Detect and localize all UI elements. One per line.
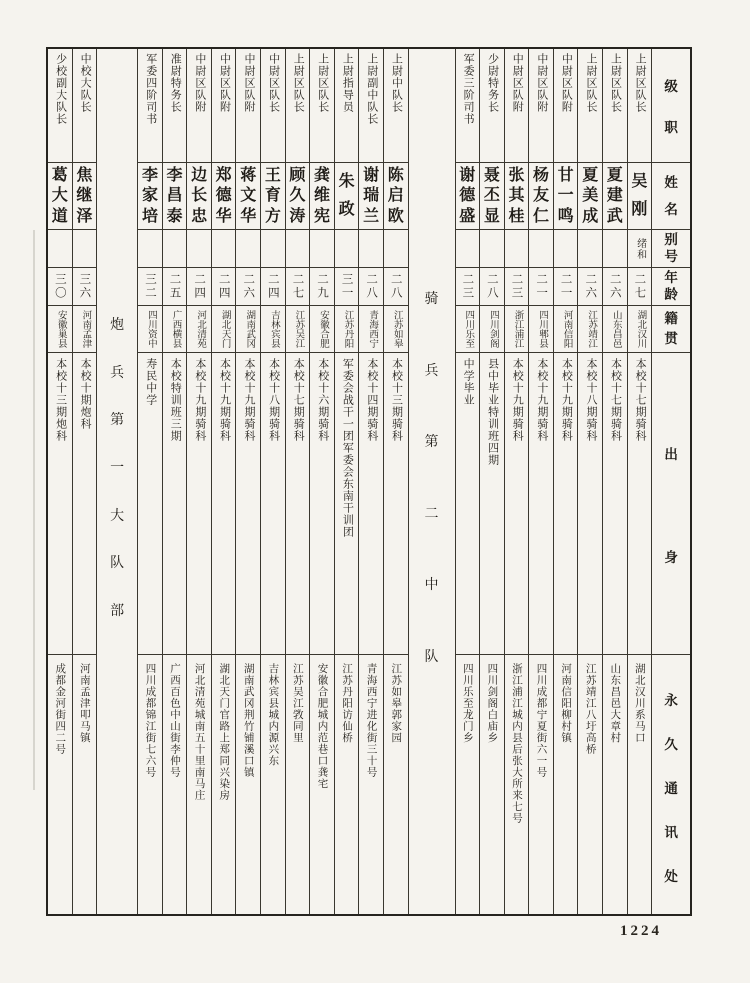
person-column (310, 49, 335, 914)
address-cell (505, 655, 529, 914)
address-cell (554, 655, 578, 914)
age-text: 二一 (559, 273, 572, 300)
name-cell: 夏 美 成 (578, 163, 602, 230)
address-cell (212, 655, 236, 914)
courtesy-name-cell (384, 230, 408, 268)
native-place-cell (48, 306, 72, 353)
courtesy-name-cell (456, 230, 480, 268)
age-text: 二九 (316, 273, 329, 300)
origin-text: 本校十三期骑科 (390, 358, 403, 442)
age-cell (236, 268, 260, 306)
courtesy-name-cell (335, 230, 359, 268)
age-text: 二一 (535, 273, 548, 300)
origin-cell (359, 353, 383, 655)
address-cell (628, 655, 652, 914)
person-column (236, 49, 261, 914)
person-column (603, 49, 628, 914)
rank-cell (163, 49, 187, 163)
origin-cell (529, 353, 553, 655)
address-text: 河南孟津叩马镇 (78, 663, 90, 744)
origin-cell (286, 353, 310, 655)
address-cell (603, 655, 627, 914)
origin-cell (48, 353, 72, 655)
address-text: 湖北汉川系马口 (633, 663, 645, 744)
native-place-text: 湖北汉川 (635, 310, 646, 348)
rank-text: 中尉区队长 (267, 53, 280, 113)
origin-cell (236, 353, 260, 655)
courtesy-name-text: 绪和 (634, 237, 646, 260)
native-place-cell (628, 306, 652, 353)
rank-text: 中校大队长 (79, 53, 92, 113)
person-column (73, 49, 98, 914)
address-cell (529, 655, 553, 914)
address-text: 河北清苑城南五十里南马庄 (193, 663, 205, 801)
age-text: 二六 (608, 273, 621, 300)
courtesy-name-cell (529, 230, 553, 268)
person-column (529, 49, 554, 914)
courtesy-name-cell (163, 230, 187, 268)
origin-cell (456, 353, 480, 655)
origin-cell (554, 353, 578, 655)
origin-cell (187, 353, 211, 655)
rank-cell (456, 49, 480, 163)
rank-cell (578, 49, 602, 163)
origin-text: 本校十九期骑科 (535, 358, 548, 442)
person-column (212, 49, 237, 914)
address-cell (384, 655, 408, 914)
native-place-text: 江苏吴江 (293, 310, 304, 348)
name-cell: 朱 政 (335, 163, 359, 230)
person-column (286, 49, 311, 914)
courtesy-name-cell (48, 230, 72, 268)
courtesy-name-cell (359, 230, 383, 268)
native-place-cell (359, 306, 383, 353)
origin-cell (138, 353, 162, 655)
name-cell: 李 家 培 (138, 163, 162, 230)
origin-text: 本校十四期骑科 (365, 358, 378, 442)
header-rank: 级 职 (652, 49, 690, 163)
address-cell (359, 655, 383, 914)
native-place-text: 广西横县 (170, 310, 181, 348)
rank-cell (212, 49, 236, 163)
native-place-cell (529, 306, 553, 353)
rank-cell (384, 49, 408, 163)
courtesy-name-cell (212, 230, 236, 268)
unit-title-cavalry-squadron-2: 骑 兵 第 二 中 队 (424, 292, 439, 665)
origin-text: 本校十六期骑科 (316, 358, 329, 442)
age-cell (529, 268, 553, 306)
rank-cell (310, 49, 334, 163)
age-cell (480, 268, 504, 306)
name-cell: 谢 德 盛 (456, 163, 480, 230)
unit-title-artillery-battalion-1-hq: 炮 兵 第 一 大 队 部 (110, 318, 125, 619)
name-cell: 吴 刚 (628, 163, 652, 230)
address-text: 江苏丹阳访仙桥 (341, 663, 353, 744)
age-cell (187, 268, 211, 306)
person-column (163, 49, 188, 914)
native-place-cell (187, 306, 211, 353)
address-text: 江苏吴江敩同里 (291, 663, 303, 744)
address-cell (187, 655, 211, 914)
header-permanent-address: 永 久 通 讯 处 (664, 692, 678, 884)
age-cell (456, 268, 480, 306)
native-place-cell (480, 306, 504, 353)
age-text: 二三 (461, 273, 474, 300)
address-text: 安徽合肥城内范巷口龚宅 (316, 663, 328, 790)
courtesy-name-cell (578, 230, 602, 268)
unit-divider-column (409, 49, 456, 914)
age-text: 二八 (389, 273, 402, 300)
origin-cell (603, 353, 627, 655)
origin-text: 本校十九期骑科 (560, 358, 573, 442)
address-text: 浙江浦江城内县后张大所来七号 (510, 663, 522, 824)
origin-text: 本校十期炮科 (79, 358, 92, 430)
address-text: 四川剑阁白庙乡 (486, 663, 498, 744)
age-cell (554, 268, 578, 306)
origin-text: 本校十九期骑科 (218, 358, 231, 442)
rank-cell (187, 49, 211, 163)
person-column (187, 49, 212, 914)
age-text: 三二 (143, 273, 156, 300)
age-cell (335, 268, 359, 306)
origin-cell (335, 353, 359, 655)
age-cell (286, 268, 310, 306)
origin-text: 本校十三期炮科 (54, 358, 67, 442)
native-place-text: 四川郫县 (537, 310, 548, 348)
origin-text: 本校特训班三期 (169, 358, 182, 442)
native-place-text: 江苏丹阳 (342, 310, 353, 348)
rank-cell (628, 49, 652, 163)
rank-cell (48, 49, 72, 163)
native-place-text: 河南孟津 (80, 310, 91, 348)
page-number: 1224 (620, 923, 662, 939)
courtesy-name-cell (261, 230, 285, 268)
rank-text: 上尉中队长 (390, 53, 403, 113)
rank-cell (236, 49, 260, 163)
address-text: 江苏靖江八圩高桥 (584, 663, 596, 755)
rank-text: 上尉区队长 (292, 53, 305, 113)
age-cell (261, 268, 285, 306)
age-text: 二四 (193, 273, 206, 300)
native-place-text: 湖北天门 (219, 310, 230, 348)
address-text: 青海西宁进化街三十号 (365, 663, 377, 778)
age-cell (628, 268, 652, 306)
address-text: 湖南武冈荆竹铺溪口镇 (242, 663, 254, 778)
origin-text: 本校十八期骑科 (584, 358, 597, 442)
name-cell: 王 育 方 (261, 163, 285, 230)
rank-text: 军委三阶司书 (462, 53, 475, 125)
name-cell: 蒋 文 华 (236, 163, 260, 230)
address-cell (48, 655, 72, 914)
address-text: 山东昌邑大章村 (609, 663, 621, 744)
address-text: 吉林宾县城内源兴东 (267, 663, 279, 767)
rank-text: 中尉区队附 (218, 53, 231, 113)
native-place-cell (212, 306, 236, 353)
native-place-cell (335, 306, 359, 353)
rank-cell (505, 49, 529, 163)
age-cell (603, 268, 627, 306)
origin-text: 寿民中学 (144, 358, 157, 406)
courtesy-name-cell (505, 230, 529, 268)
origin-text: 本校十八期骑科 (267, 358, 280, 442)
person-column (335, 49, 360, 914)
address-cell (335, 655, 359, 914)
native-place-cell (163, 306, 187, 353)
native-place-cell (73, 306, 97, 353)
address-text: 河南信阳柳村镇 (560, 663, 572, 744)
name-cell: 焦 继 泽 (73, 163, 97, 230)
age-cell (48, 268, 72, 306)
address-cell (163, 655, 187, 914)
scan-page-edge (33, 230, 35, 790)
unit-divider-column (97, 49, 138, 914)
native-place-cell (138, 306, 162, 353)
name-cell: 张 其 桂 (505, 163, 529, 230)
address-text: 江苏如皋郭家园 (390, 663, 402, 744)
rank-text: 上尉指导员 (341, 53, 354, 113)
courtesy-name-cell (603, 230, 627, 268)
origin-text: 本校十七期骑科 (292, 358, 305, 442)
address-text: 湖北天门官路上郑同兴染房 (218, 663, 230, 801)
name-cell: 杨 友 仁 (529, 163, 553, 230)
rank-cell (286, 49, 310, 163)
rank-cell (261, 49, 285, 163)
rank-cell (554, 49, 578, 163)
address-cell (578, 655, 602, 914)
person-column (456, 49, 481, 914)
native-place-text: 浙江浦江 (512, 310, 523, 348)
age-text: 二八 (485, 273, 498, 300)
origin-cell (212, 353, 236, 655)
courtesy-name-cell (236, 230, 260, 268)
address-text: 四川成都宁夏街六一号 (535, 663, 547, 778)
rank-text: 上尉区队长 (316, 53, 329, 113)
personnel-roster-table (46, 47, 692, 916)
age-cell (163, 268, 187, 306)
address-cell (456, 655, 480, 914)
native-place-text: 湖南武冈 (244, 310, 255, 348)
header-origin: 出 身 (652, 353, 690, 655)
courtesy-name-cell (73, 230, 97, 268)
rank-cell (335, 49, 359, 163)
address-text: 广西百色中山街李仲号 (169, 663, 181, 778)
native-place-text: 四川资中 (145, 310, 156, 348)
native-place-text: 山东昌邑 (610, 310, 621, 348)
age-text: 二六 (242, 273, 255, 300)
native-place-text: 吉林宾县 (268, 310, 279, 348)
age-cell (384, 268, 408, 306)
header-name: 姓 名 (652, 163, 690, 230)
address-cell (73, 655, 97, 914)
header-courtesy-name: 别 号 (652, 230, 690, 268)
native-place-text: 河南信阳 (561, 310, 572, 348)
origin-text: 本校十九期骑科 (193, 358, 206, 442)
origin-text: 本校十九期骑科 (511, 358, 524, 442)
rank-text: 上尉副中队长 (365, 53, 378, 125)
origin-text: 县中毕业特训班四期 (486, 358, 499, 466)
name-cell: 陈 启 欧 (384, 163, 408, 230)
rank-text: 少尉特务长 (486, 53, 499, 113)
origin-cell (310, 353, 334, 655)
courtesy-name-cell (138, 230, 162, 268)
age-text: 二四 (266, 273, 279, 300)
native-place-text: 江苏靖江 (586, 310, 597, 348)
native-place-cell (505, 306, 529, 353)
age-text: 二七 (633, 273, 646, 300)
address-cell (261, 655, 285, 914)
name-cell: 顾 久 涛 (286, 163, 310, 230)
address-text: 四川成都锦江街七六号 (144, 663, 156, 778)
courtesy-name-cell (480, 230, 504, 268)
origin-text: 军委会战干一团军委会东南干训团 (341, 358, 354, 538)
name-cell: 边 长 忠 (187, 163, 211, 230)
address-cell (480, 655, 504, 914)
age-cell (578, 268, 602, 306)
name-cell: 郑 德 华 (212, 163, 236, 230)
native-place-cell (554, 306, 578, 353)
name-cell: 聂 丕 显 (480, 163, 504, 230)
age-text: 二六 (584, 273, 597, 300)
address-text: 成都金河街四二号 (54, 663, 66, 755)
origin-text: 本校十七期骑科 (609, 358, 622, 442)
courtesy-name-cell (187, 230, 211, 268)
person-column (480, 49, 505, 914)
origin-cell (261, 353, 285, 655)
person-column (578, 49, 603, 914)
name-cell: 李 昌 泰 (163, 163, 187, 230)
origin-text: 中学毕业 (462, 358, 475, 406)
address-text: 四川乐至龙门乡 (461, 663, 473, 744)
rank-cell (359, 49, 383, 163)
age-text: 二五 (168, 273, 181, 300)
native-place-cell (603, 306, 627, 353)
native-place-cell (261, 306, 285, 353)
courtesy-name-cell (310, 230, 334, 268)
rank-text: 上尉区队长 (584, 53, 597, 113)
native-place-cell (236, 306, 260, 353)
rank-cell (73, 49, 97, 163)
origin-cell (163, 353, 187, 655)
address-cell (286, 655, 310, 914)
age-text: 三〇 (53, 273, 66, 300)
native-place-cell (310, 306, 334, 353)
age-text: 二四 (217, 273, 230, 300)
age-cell (73, 268, 97, 306)
rank-text: 准尉特务长 (169, 53, 182, 113)
person-column (505, 49, 530, 914)
rank-cell (529, 49, 553, 163)
header-column (652, 49, 690, 914)
age-text: 三六 (78, 273, 91, 300)
age-text: 二七 (291, 273, 304, 300)
origin-cell (73, 353, 97, 655)
person-column (384, 49, 409, 914)
person-column (628, 49, 653, 914)
name-cell: 龚 维 宪 (310, 163, 334, 230)
header-age: 年 龄 (652, 268, 690, 306)
rank-text: 中尉区队附 (560, 53, 573, 113)
address-cell (236, 655, 260, 914)
rank-cell (603, 49, 627, 163)
origin-cell (628, 353, 652, 655)
age-text: 二八 (365, 273, 378, 300)
origin-cell (480, 353, 504, 655)
native-place-text: 河北清苑 (195, 310, 206, 348)
origin-text: 本校十七期骑科 (634, 358, 647, 442)
courtesy-name-cell (628, 230, 652, 268)
age-text: 三一 (340, 273, 353, 300)
rank-cell (138, 49, 162, 163)
native-place-cell (384, 306, 408, 353)
origin-cell (384, 353, 408, 655)
courtesy-name-cell (286, 230, 310, 268)
rank-text: 中尉区队附 (511, 53, 524, 113)
native-place-text: 安徽巢县 (55, 310, 66, 348)
native-place-text: 江苏如皋 (391, 310, 402, 348)
age-cell (138, 268, 162, 306)
person-column (48, 49, 73, 914)
rank-cell (480, 49, 504, 163)
rank-text: 中尉区队附 (193, 53, 206, 113)
address-cell (310, 655, 334, 914)
origin-text: 本校十九期骑科 (243, 358, 256, 442)
person-column (261, 49, 286, 914)
native-place-cell (578, 306, 602, 353)
age-text: 二三 (510, 273, 523, 300)
age-cell (310, 268, 334, 306)
age-cell (359, 268, 383, 306)
person-column (138, 49, 163, 914)
name-cell: 谢 瑞 兰 (359, 163, 383, 230)
name-cell: 甘 一 鸣 (554, 163, 578, 230)
name-cell: 夏 建 武 (603, 163, 627, 230)
name-cell: 葛 大 道 (48, 163, 72, 230)
rank-text: 军委四阶司书 (144, 53, 157, 125)
native-place-text: 青海西宁 (367, 310, 378, 348)
person-column (359, 49, 384, 914)
rank-text: 中尉区队附 (243, 53, 256, 113)
native-place-cell (456, 306, 480, 353)
origin-cell (505, 353, 529, 655)
native-place-cell (286, 306, 310, 353)
native-place-text: 安徽合肥 (317, 310, 328, 348)
age-cell (212, 268, 236, 306)
native-place-text: 四川乐至 (463, 310, 474, 348)
rank-text: 上尉区队长 (634, 53, 647, 113)
age-cell (505, 268, 529, 306)
address-cell (138, 655, 162, 914)
header-native-place: 籍 贯 (652, 306, 690, 353)
rank-text: 中尉区队附 (535, 53, 548, 113)
native-place-text: 四川剑阁 (487, 310, 498, 348)
rank-text: 上尉区队长 (609, 53, 622, 113)
person-column (554, 49, 579, 914)
rank-text: 少校副大队长 (54, 53, 67, 125)
courtesy-name-cell (554, 230, 578, 268)
origin-cell (578, 353, 602, 655)
